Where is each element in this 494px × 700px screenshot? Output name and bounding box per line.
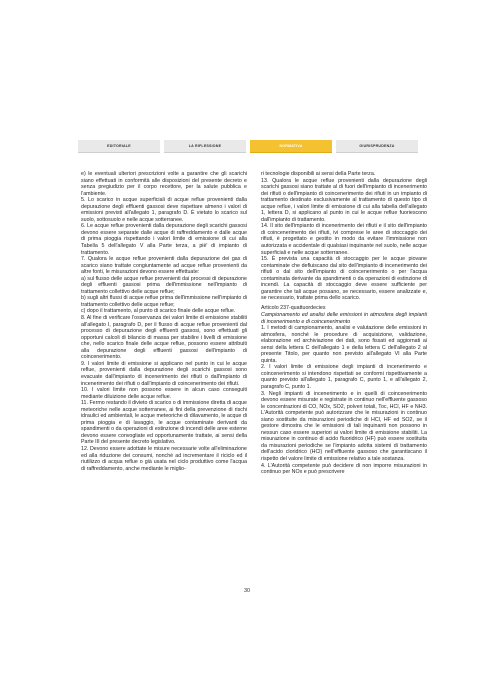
paragraph: 4. L'Autorità competente può decidere di non imporre misurazioni in continuo per NOx e può prescrivere [261, 462, 427, 476]
tab-la-riflessione[interactable]: LA RIFLESSIONE [164, 140, 246, 153]
paragraph: 12. Devono essere adottate le misure necessarie volte all'eliminazione ed alla riduzione dei consumi, nonché ad incrementare il riciclo ed il riutilizzo di acqua reflue o già usata nel ciclo produttivo come l'acqua di raffreddamento, anche mediante le miglio- [81, 445, 247, 472]
paragraph: 15. È prevista una capacità di stoccaggio per le acque piovane contaminate che defluiscano dal sito dell'impianto di incenerimento dei rifiuti o dal sito dell'impianto di coincenerimento o per l'acqua contaminata derivante da spandimenti o da operazioni di estinzione di incendi. La capacità di stoccaggio deve essere sufficiente per garantire che tali acque possano, se necessario, essere analizzate e, se necessario, trattate prima dello scarico. [261, 256, 427, 302]
paragraph: 3. Negli impianti di incenerimento e in quelli di coincenerimento devono essere misurate e registrate in continuo nell'effluente gassoso le concentrazioni di CO, NOx, SO2, polveri totali, Toc, HCl, HF e NH3. L'Autorità competente può autorizzare che le misurazioni in continuo siano sostituite da misurazioni periodiche di HCl, HF ed SO2, se il gestore dimostra che le emissioni di tali inquinanti non possono in nessun caso essere superiori ai valori limite di emissione stabiliti. La misurazione in continuo di acido fluoridrico (HF) può essere sostituita da misurazioni periodiche se l'impianto adotta sistemi di trattamento dell'acido cloridrico (HCl) nell'effluente gassoso che garantiscano il rispetto del valore limite di emissione relativo a tale sostanza. [261, 390, 427, 463]
paragraph: 10. I valori limite non possono essere in alcun caso conseguiti mediante diluizione delle acque reflue. [81, 387, 247, 400]
article-subtitle: Campionamento ed analisi delle emissioni in atmosfera degli impianti di incenerimento e di coincenerimento [261, 311, 427, 325]
paragraph: 6. Le acque reflue provenienti dalla depurazione degli scarichi gassosi devono essere separate dalle acque di raffreddamento e dalle acque di prima pioggia rispettando i valori limite di emissione di cui alla Tabella 5 dell'allegato V alla Parte terza, a piè' di impianto di trattamento. [81, 223, 247, 256]
paragraph: 1. I metodi di campionamento, analisi e valutazione delle emissioni in atmosfera, nonché le procedure di acquisizione, validazione, elaborazione ed archiviazione dei dati, sono fissati ed aggiornati ai sensi della lettera C dell'allegato 1 e della lettera C dell'allegato 2 al presente Titolo, per quanto non previsto all'allegato VI alla Parte quinta. [261, 325, 427, 364]
paragraph: ri tecnologie disponibili ai sensi della Parte terza. [261, 171, 376, 177]
paragraph: 8. Al fine di verificare l'osservanza dei valori limite di emissione stabiliti all'allegato I, paragrafo D, per il flusso di acque reflue provenienti dal processo di depurazione degli effluenti gassosi, sono effettuati gli opportuni calcoli di bilancio di massa per stabilire i livelli di emissione che, nello scarico finale delle acque reflue, possono essere attribuiti alla depurazione degli effluenti gassosi dell'impianto di coincenerimento. [81, 315, 247, 361]
tab-editoriale[interactable]: EDITORIALE [78, 140, 160, 153]
paragraph: 14. Il sito dell'impianto di incenerimento dei rifiuti e il sito dell'impianto di coincenerimento dei rifiuti, ivi comprese le aree di stoccaggio dei rifiuti, è progettato e gestito in modo da evitare l'immissione non autorizzata e accidentale di qualsiasi inquinante nel suolo, nelle acque superficiali e nelle acque sotterranee. [261, 223, 427, 256]
paragraph: 9. I valori limite di emissione si applicano nel punto in cui le acque reflue, provenienti dalla depurazione degli scarichi gassosi sono evacuate dall'impianto di incenerimento dei rifiuti o dall'impianto di incenerimento dei rifiuti o dall'impianto di coincenerimento dei rifiuti. [81, 360, 247, 387]
article-heading: Articolo 237-quattuordecies [261, 305, 326, 312]
tab-normativa[interactable]: NORMATIVA [250, 140, 332, 153]
page-number: 30 [243, 588, 251, 594]
paragraph: a) sul flusso delle acque reflue provenienti dai processi di depurazione degli effluenti gassosi prima dell'immissione nell'impianto di trattamento collettivo delle acque reflue; [81, 275, 247, 295]
paragraph: c) dopo il trattamento, al punto di scarico finale delle acque reflue. [81, 308, 236, 315]
left-column [81, 171, 247, 472]
paragraph: 13. Qualora le acque reflue provenienti dalla depurazione degli scarichi gassosi siano trattate al di fuori dell'impianto di incenerimento dei rifiuti o dell'impianto di coincenerimento dei rifiuti in un impianto di trattamento destinato esclusivamente al trattamento di questo tipo di acque reflue, i valori limite di emissione di cui alla tabella dell'allegato 1, lettera D, si applicano al punto in cui le acque reflue fuoriescono dall'impianto di trattamento. [261, 177, 427, 223]
paragraph: 2. I valori limite di emissione degli impianti di incenerimento e coincenerimento si intendono rispettati se conformi rispettivamente a quanto previsto all'allegato 1, paragrafo C, punto 1, e all'allegato 2, paragrafo C, punto 1. [261, 364, 427, 390]
paragraph: 5. Lo scarico in acque superficiali di acque reflue provenienti dalla depurazione degli effluenti gassosi deve rispettare almeno i valori di emissioni previsti all'allegato 1, paragrafo D. È vietato lo scarico sul suolo, sottosuolo e nelle acque sotterranee. [81, 197, 247, 223]
paragraph: b) sugli altri flussi di acque reflue prima dell'immissione nell'impianto di trattamento collettivo delle acque reflue; [81, 295, 247, 308]
paragraph: 7. Qualora le acque reflue provenienti dalla depurazione dei gas di scarico siano trattate congiuntamente ad acque reflue provenienti da altre fonti, le misurazioni devono essere effettuate: [81, 256, 247, 276]
paragraph: e) le eventuali ulteriori prescrizioni volte a garantire che gli scarichi siano effettuati in conformità alle disposizioni del presente decreto e senza pregiudizio per il corpo recettore, per la salute pubblica e l'ambiente. [81, 171, 247, 197]
tab-giurisprudenza[interactable]: GIURISPRUDENZA [336, 140, 418, 153]
paragraph: 11. Fermo restando il divieto di scarico o di immissione diretta di acque meteoriche nelle acque sotterranee, ai fini della prevenzione di rischi idraulici ed ambientali, le acque meteoriche di dilavamento, le acque di prima pioggia e di lavaggio, le acque contaminate derivanti da spandimenti o da operazioni di estinzione di incendi delle aree esterne devono essere convogliate ed opportunamente trattate, ai sensi della Parte III del presente decreto legislativo. [81, 400, 247, 446]
section-tabs [78, 140, 418, 154]
right-column [261, 171, 427, 476]
